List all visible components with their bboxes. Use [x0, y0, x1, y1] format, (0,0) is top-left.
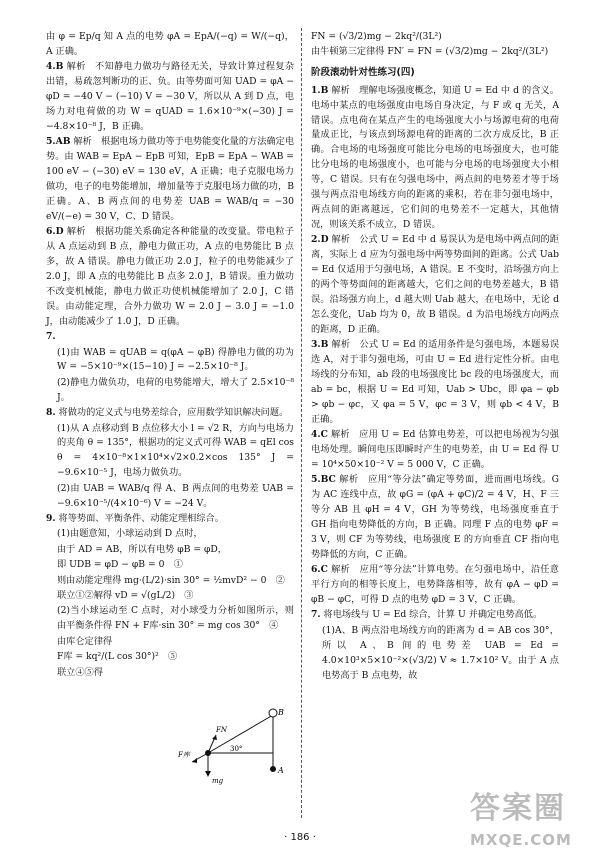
answer-body: 解析 应用 U = Ed 估算电势差，可以把电场视为匀强电场处理。瞬间电压即瞬时产生的电势差，由 U = Ed 得 U = 10⁴×50×10⁻² V = 5 000 V，C 正确。: [311, 429, 559, 470]
answer-number: 9.: [46, 513, 56, 524]
watermark-logo-text: 答案圈: [470, 791, 566, 826]
label-angle: 30°: [230, 745, 243, 753]
arrowhead: [212, 735, 217, 740]
page-number: · 186 ·: [284, 832, 316, 843]
answer-7: [311, 608, 559, 623]
answer-number: 4.C: [311, 429, 328, 441]
label-fn: FN: [216, 726, 227, 734]
answer-body: 解析 公式 U = Ed 中 d 易误认为是电场中两点间的距离，实际上 d 应为匀强电场中两等势面间的距离。公式 Uab = Ed 仅适用于匀强电场，A 错误。E 不变时，沿场强方向上的两个等势面间的距离越大，它们之间的电势差越大，B 错误。沿场强方向上，d 越大则 Uab 越大，在电场中，无论 d 怎么变化，Uab 均为 0，故 B 错误。d 为沿电场线方向两点的距离，D 正确。: [311, 234, 559, 335]
answer-4: [46, 60, 294, 135]
answer-number: 3.B: [311, 339, 329, 351]
right-column: [311, 30, 559, 684]
answer-5: [311, 473, 559, 562]
paragraph: 由于 AD = AB，所以有电势 φB = φD，: [57, 543, 227, 555]
answer-7: [46, 330, 294, 345]
answer-number: 7.: [311, 609, 321, 621]
paragraph: (1)由题意知，小球运动到 D 点时，: [57, 528, 203, 540]
paragraph: (2)当小球运动至 C 点时，对小球受力分析如图所示，则由平衡条件得 FN + F库·sin 30° = mg cos 30° ④: [57, 605, 294, 632]
paragraph: 则由动能定理得 mg·(L/2)·sin 30° = ½mvD² − 0 ②: [57, 574, 285, 586]
answer-intro: 将电场线与 U = Ed 综合，计算 U 并确定电势高低。: [323, 609, 543, 621]
paragraph: (1)由 WAB = qUAB = q(φA − φB) 得静电力做的功为 W = −5×10⁻⁹×(15−10) J = −2.5×10⁻⁸ J。: [57, 346, 294, 373]
answer-6: [46, 225, 294, 329]
watermark-logo: [470, 785, 595, 850]
paragraph: 联立④⑤得: [57, 666, 103, 678]
paragraph: 联立①②解得 vD = √(gL/2) ③: [57, 590, 194, 602]
answer-6: [311, 563, 559, 608]
answer-4: [311, 428, 559, 473]
column-divider: [301, 28, 302, 818]
paragraph: (2)由 UAB = WAB/q 得 A、B 两点间的电势差 UAB = −9.6×10⁻⁵/(4×10⁻⁶) V = −24 V。: [57, 482, 294, 509]
charge-b: [269, 709, 277, 717]
answer-9: [46, 512, 294, 527]
answer-number: 6.C: [311, 564, 328, 576]
answer-3: [311, 338, 559, 427]
label-a: A: [278, 766, 284, 775]
answer-1: [311, 84, 559, 233]
label-b: B: [278, 708, 284, 717]
charge-a: [270, 766, 276, 772]
answer-number: 4.B: [46, 61, 64, 73]
label-f-coulomb: F库: [178, 751, 190, 759]
paragraph: FN = (√3/2)mg − 2kq²/(3L²): [311, 31, 442, 42]
answer-body: 解析 根据电场力做功等于电势能变化量的方法确定电势。由 WAB = EpA − EpB 可知，EpB = EpA − WAB = 100 eV − (−30) eV = 130 eV，A 正确；电子克服电场力做功，电子的电势能增加，增加量等于克服电场力做的功，B 正确。A、B 两点间的电势差 UAB = WAB/q = −30 eV/(−e) = 30 V，C、D 错误。: [46, 136, 295, 222]
answer-number: 2.D: [311, 234, 329, 246]
label-mg: mg: [212, 777, 224, 785]
answer-2: [311, 233, 559, 337]
section-title: 阶段滚动针对性练习(四): [311, 67, 415, 79]
arrowhead: [205, 771, 211, 777]
answer-number: 1.B: [311, 84, 329, 96]
answer-body: 解析 不知静电力做功与路径无关，导致计算过程复杂出错，易疏忽判断功的正、负。由等势面可知 UAD = φA − φD = −40 V − (−10) V = −30 V，所以从 A 到 D 点，电场力对电荷做的功 W = qUAD = 1.6×10⁻⁹×(−30) J = −4.8×10⁻⁸ J，B 正确。: [46, 61, 295, 132]
paragraph: 由牛顿第三定律得 FN′ = FN = (√3/2)mg − 2kq²/(3L²): [311, 46, 549, 58]
answer-body: 解析 公式 U = Ed 的适用条件是匀强电场，本题易误选 A，对于非匀强电场，可由 U = Ed 进行定性分析。由电场线的分布知，ab 段的电场强度比 bc 段的电场强度大，而 ab = bc，根据 U = Ed 可知，Uab > Ubc，即 φa − φb > φb − φc，又 φa = 5 V，φc = 3 V，则 φb < 4 V，B 正确。: [311, 339, 560, 425]
answer-number: 7.: [46, 331, 56, 343]
paragraph: (1)从 A 点移动到 B 点位移大小 l = √2 R，方向与电场力的夹角 θ = 135°，根据功的定义式可得 WAB = qEl cos θ = 4×10⁻⁸×1×10⁴×√2×0.2×cos 135° J = −9.6×10⁻⁵ J，电场力做负功。: [57, 422, 294, 479]
paragraph: 由库仑定律得: [57, 635, 113, 647]
answer-number: 5.AB: [46, 136, 71, 148]
force-diagram: [178, 705, 293, 785]
answer-body: 解析 根据功能关系确定各种能量的改变量。带电粒子从 A 点运动到 B 点，静电力做正功，A 点的电势能比 B 点多，故 A 错误。静电力做正功 2.0 J，粒子的电势能减少了 2.0 J，即 A 点的电势能比 B 点多 2.0 J，B 错误。重力做功不改变机械能，静电力做正功使机械能增加了 2.0 J，C 错误。由动能定理，合外力做功 W = 2.0 J − 3.0 J = −1.0 J，由动能减少了 1.0 J，D 正确。: [46, 226, 295, 327]
paragraph: (2)静电力做负功，电荷的电势能增大，增大了 2.5×10⁻⁸ J。: [57, 376, 294, 403]
answer-number: 5.BC: [311, 474, 336, 486]
answer-body: 解析 应用“等分法”确定等势面，进而画电场线。G 为 AC 连线中点，故 φG = (φA + φC)/2 = 4 V，H、F 三等分 AB 且 φH = 4 V，GH 为等势线，电场强度垂直于 GH 指向电势降低的方向，B 正确。同理 F 点的电势 φF = 3 V，则 CF 为等势线，电场强度 E 的方向垂直 CF 指向电势降低的方向，C 正确。: [311, 474, 560, 560]
left-column: [46, 30, 294, 681]
arrowhead: [192, 758, 197, 763]
answer-intro: 将做功的定义式与电势差综合，应用数学知识解决问题。: [58, 407, 289, 419]
paragraph: 即 UDB = φD − φB = 0 ①: [57, 559, 183, 571]
answer-number: 8.: [46, 407, 56, 419]
paragraph: F库 = kq²/(L cos 30°)² ⑤: [57, 651, 178, 663]
answer-body: 解析 理解电场强度概念，知道 U = Ed 中 d 的含义。电场中某点的电场强度由电场自身决定，与 F 或 q 无关，A 错误。点电荷在某点产生的电场强度大小与场源电荷的电荷量成正比，与该点到场源电荷的距离的二次方成反比，B 正确。合电场的电场强度可能比分电场的电场强度大，也可能比分电场的电场强度小，也可能与分电场的电场强度大小相等，C 错误。只有在匀强电场中，两点间的电势差才等于场强与两点沿电场线方向的距离的乘积，若在非匀强电场中，两点间的距离越远，它们间的电势差不一定越大，其他情况，则该关系不成立，D 错误。: [311, 84, 560, 230]
paragraph: 由 φ = Ep/q 知 A 点的电势 φA = EpA/(−q) = W/(−q)，A 正确。: [46, 31, 294, 57]
answer-number: 6.D: [46, 226, 64, 238]
watermark-url: MXQE.COM: [470, 830, 572, 849]
paragraph: (1)A、B 两点沿电场线方向的距离为 d = AB cos 30°，所以 A、B 间的电势差 UAB = Ed = 4.0×10³×5×10⁻²×(√3/2) V ≈ 1.7×10² V。由于 A 点电势高于 B 点电势，故: [322, 624, 559, 681]
answer-body: 解析 应用“等分法”计算电势。在匀强电场中，沿任意平行方向的相等长度上，电势降落相等，故有 φA − φD = φB − φC，可得 D 点的电势 φD = 3 V，C 正确。: [311, 564, 559, 605]
answer-8: [46, 406, 294, 421]
answer-5: [46, 135, 294, 224]
answer-intro: 将等势面、平衡条件、动能定理相综合。: [58, 513, 224, 524]
force-diagram-svg: [178, 705, 293, 785]
